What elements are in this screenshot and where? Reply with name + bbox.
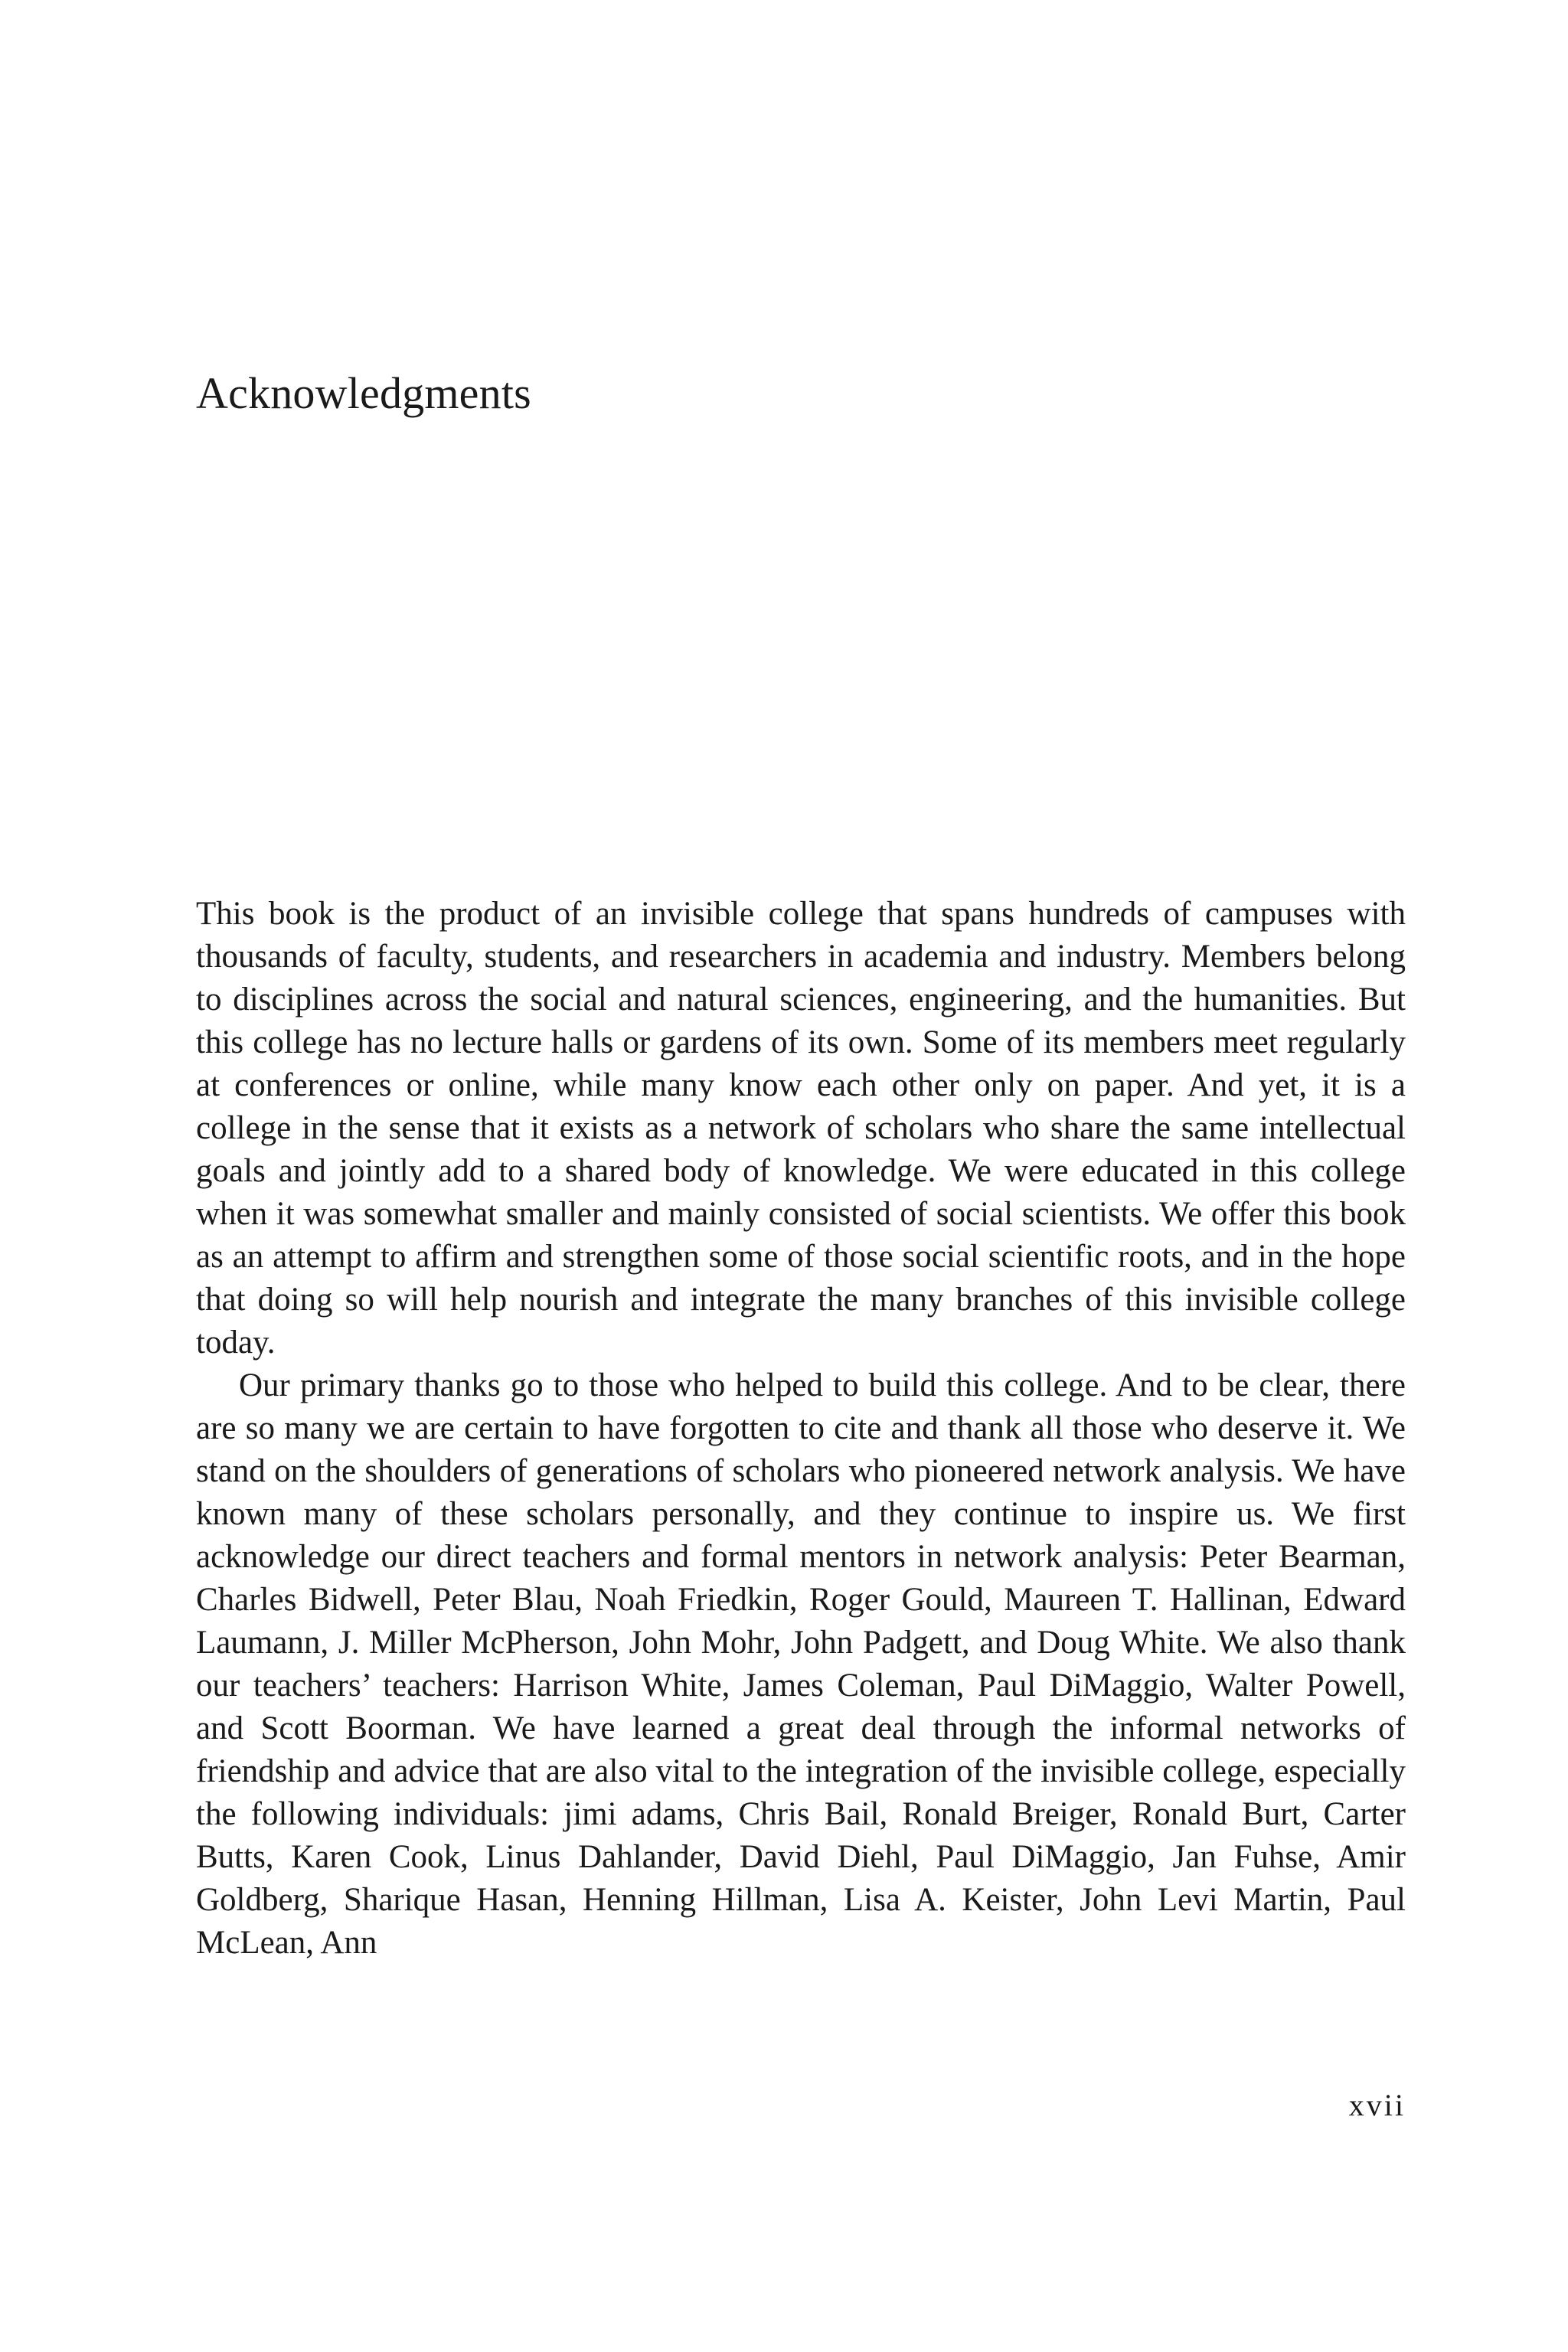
page-title: Acknowledgments [196, 368, 531, 418]
body-text [196, 893, 1406, 1965]
paragraph-1: This book is the product of an invisible college that spans hundreds of campuses with thousands of faculty, students, and researchers in academia and industry. Members belong to disciplines across the social and natural sciences, engineering, and the humanities. But this college has no lecture halls or gardens of its own. Some of its members meet regularly at conferences or online, while many know each other only on paper. And yet, it is a college in the sense that it exists as a network of scholars who share the same intellectual goals and jointly add to a shared body of knowledge. We were educated in this college when it was somewhat smaller and mainly consisted of social scientists. We offer this book as an attempt to affirm and strengthen some of those social scientific roots, and in the hope that doing so will help nourish and integrate the many branches of this invisible college today. [196, 896, 1406, 1361]
paragraph-2: Our primary thanks go to those who helped to build this college. And to be clear, there are so many we are certain to have forgotten to cite and thank all those who deserve it. We stand on the shoulders of generations of scholars who pioneered network analysis. We have known many of these scholars personally, and they continue to inspire us. We first acknowledge our direct teachers and formal mentors in network analysis: Peter Bearman, Charles Bidwell, Peter Blau, Noah Friedkin, Roger Gould, Maureen T. Hallinan, Edward Laumann, J. Miller McPherson, John Mohr, John Padgett, and Doug White. We also thank our teachers’ teachers: Harrison White, James Coleman, Paul DiMaggio, Walter Powell, and Scott Boorman. We have learned a great deal through the informal networks of friendship and advice that are also vital to the integration of the invisible college, especially the following individuals: jimi adams, Chris Bail, Ronald Breiger, Ronald Burt, Carter Butts, Karen Cook, Linus Dahlander, David Diehl, Paul DiMaggio, Jan Fuhse, Amir Goldberg, Sharique Hasan, Henning Hillman, Lisa A. Keister, John Levi Martin, Paul McLean, Ann [196, 1367, 1406, 1961]
page-number: xvii [1348, 2088, 1406, 2122]
